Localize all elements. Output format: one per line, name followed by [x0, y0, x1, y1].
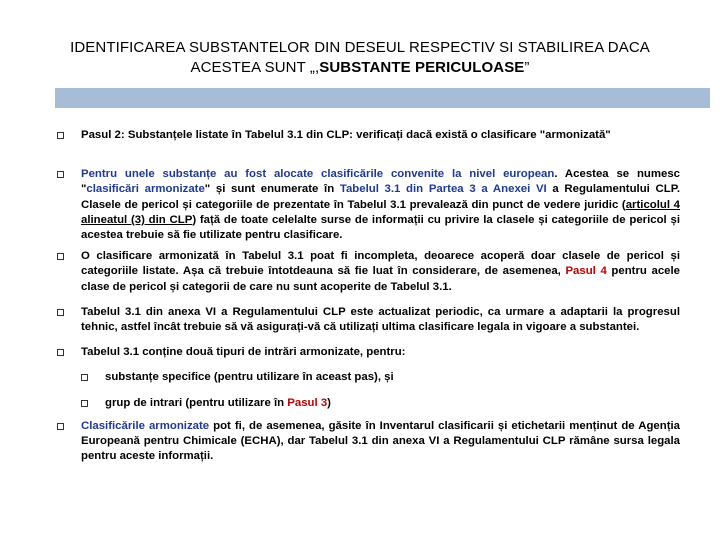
- square-bullet-icon: [57, 423, 64, 430]
- list-item: Pasul 2: Substanțele listate în Tabelul 3.1 din CLP: verificați dacă există o clasificare "armonizată": [57, 128, 680, 143]
- list-item: Clasificările armonizate pot fi, de asemenea, găsite în Inventarul clasificarii și etichetarii menținut de Agenția Europeană pentru Chimicale (ECHA), dar Tabelul 3.1 din anexa VI a Regulamentului CLP rămâne sursa legala pentru aceste informații.: [57, 419, 680, 465]
- square-bullet-icon: [81, 374, 88, 381]
- list-item: Tabelul 3.1 conține două tipuri de intrări armonizate, pentru:: [57, 345, 680, 360]
- list-item: O clasificare armonizată în Tabelul 3.1 poat fi incompleta, deoarece acoperă doar clasele de pericol și categoriile listate. Așa că trebuie întotdeauna să fie luat în considerare, de asemenea, Pasul 4 pentru acele clase de pericol și categorii de care nu sunt acoperite de Tabelul 3.1.: [57, 249, 680, 295]
- square-bullet-icon: [57, 253, 64, 260]
- square-bullet-icon: [57, 171, 64, 178]
- list-item: Tabelul 3.1 din anexa VI a Regulamentului CLP este actualizat periodic, ca urmare a adaptarii la progresul tehnic, astfel încât trebuie să vă asigurați-vă că utilizați ultima clasificare legala in vigoare a substantei.: [57, 305, 680, 335]
- square-bullet-icon: [57, 349, 64, 356]
- square-bullet-icon: [81, 400, 88, 407]
- sub-list-item: grup de intrari (pentru utilizare în Pasul 3): [57, 396, 680, 411]
- sub-list-item: substanțe specifice (pentru utilizare în aceast pas), și: [57, 370, 680, 385]
- slide-title: [40, 38, 680, 78]
- title-divider-bar: [55, 88, 710, 108]
- square-bullet-icon: [57, 309, 64, 316]
- square-bullet-icon: [57, 132, 64, 139]
- list-item: Pentru unele substanțe au fost alocate clasificările convenite la nivel european. Acestea se numesc "clasificări armonizate" și sunt enumerate în Tabelul 3.1 din Partea 3 a Anexei VI a Regulamentului CLP. Clasele de pericol și categoriile de prezentate în Tabelul 3.1 prevalează din punct de vedere juridic (articolul 4 alineatul (3) din CLP) față de toate celelalte surse de informații cu privire la clasele și categoriile de pericol și acestea trebuie să fie utilizate pentru clasificare.: [57, 167, 680, 243]
- title-line-2: ACESTEA SUNT „,SUBSTANTE PERICULOASE”: [190, 59, 530, 76]
- bullet-list: [57, 128, 680, 464]
- title-line-1: IDENTIFICAREA SUBSTANTELOR DIN DESEUL RESPECTIV SI STABILIREA DACA: [70, 39, 650, 56]
